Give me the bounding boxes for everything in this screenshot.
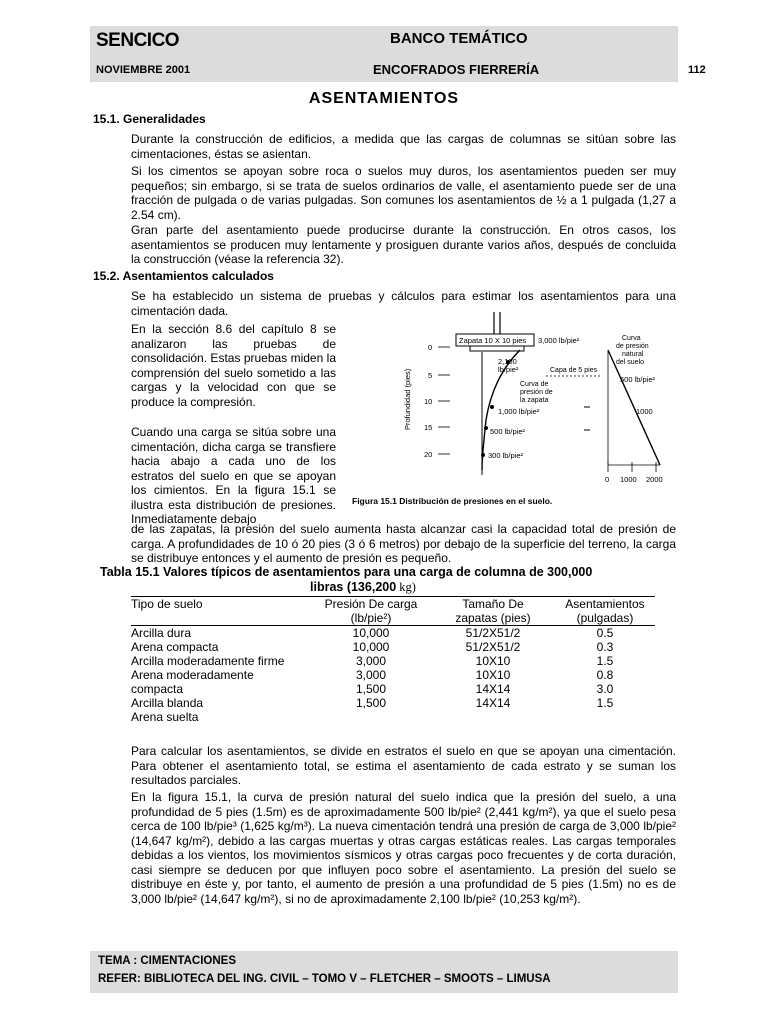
- y-tick: 0: [428, 343, 433, 352]
- paragraph: Para calcular los asentamientos, se divide en estratos el suelo en que se apoyan una cimentación. Para obtener el asentamiento total, se estima el asentamiento de cada estrato y se suman los resultados parciales.: [131, 744, 676, 787]
- y-tick: 5: [428, 371, 433, 380]
- page-header: [90, 26, 678, 82]
- footing-slab: [470, 346, 524, 351]
- table-header-row: [131, 597, 655, 626]
- footing-curve-label: presión de: [520, 389, 553, 396]
- load-label: 3,000 lb/pie²: [538, 336, 580, 345]
- natural-curve-label: de presión: [616, 343, 649, 350]
- header-title: BANCO TEMÁTICO: [390, 30, 528, 47]
- x-tick: 1000: [620, 475, 637, 484]
- table-row: Arcilla moderadamente firme 3,000 10X10 1.5: [131, 654, 614, 668]
- header-date: NOVIEMBRE 2001: [96, 64, 191, 76]
- label-2100: 2,100: [498, 357, 517, 366]
- header-soil-type: Tipo de suelo: [131, 597, 203, 611]
- x-tick: 0: [605, 475, 610, 484]
- header-load-pressure: Presión De carga (lb/pie²): [324, 597, 418, 625]
- label-2100-unit: lb/pie²: [498, 365, 519, 374]
- section-heading-asentamientos-calculados: 15.2. Asentamientos calculados: [93, 269, 274, 283]
- paragraph: Durante la construcción de edificios, a medida que las cargas de columnas se sitúan sobre las cimentaciones, éstas se asientan.: [131, 132, 676, 161]
- table-row: Arcilla dura 10,000 51/2X51/2 0.5: [131, 626, 614, 640]
- curve-point: [484, 426, 488, 430]
- figure-caption: Figura 15.1 Distribución de presiones en el suelo.: [352, 496, 553, 506]
- table-row: Arena suelta: [131, 710, 199, 724]
- curve-point: [490, 405, 494, 409]
- footer-reference: REFER: BIBLIOTECA DEL ING. CIVIL – TOMO V – FLETCHER – SMOOTS – LIMUSA: [98, 973, 551, 985]
- table-caption: [100, 565, 676, 595]
- header-settlement: Asentamientos (pulgadas): [565, 597, 645, 625]
- y-tick: 20: [424, 450, 433, 459]
- page-title: ASENTAMIENTOS: [308, 90, 460, 107]
- footing-label: Zapata 10 X 10 pies: [459, 336, 527, 345]
- table-row: Arcilla blanda 1,500 14X14 1.5: [131, 696, 614, 710]
- label-300: 300 lb/pie²: [488, 451, 524, 460]
- header-subtitle: ENCOFRADOS FIERRERÍA: [373, 62, 540, 77]
- natural-curve-label: Curva: [622, 335, 641, 342]
- footer-topic: TEMA : CIMENTACIONES: [98, 955, 236, 967]
- footing-curve-label: Curva de: [520, 381, 549, 388]
- paragraph: Gran parte del asentamiento puede producirse durante la construcción. En otros casos, los asentamientos se producen muy lentamente y prosiguen durante varios años, después de concluida la construcción (véase la referencia 32).: [131, 223, 676, 266]
- paragraph: En la figura 15.1, la curva de presión natural del suelo indica que la presión del suelo, a una profundidad de 5 pies (1.5m) es de aproximadamente 500 lb/pie² (2,441 kg/m²), ya que el suelo pesa cerca de 100 lb/pie³ (1,625 kg/m³). La nueva cimentación tendrá una presión de carga de 3,000 lb/pie² (14,647 kg/m²), debido a las cargas muertas y otras cargas estáticas reales. Las cargas temporales debidas a los vientos, los movimientos sísmicos y otras cargas poco frecuentes y de corta duración, casi siempre se deducen por que influyen poco sobre el asentamiento. La presión del suelo se distribuye en éste y, por tanto, el aumento de presión a una profundidad de 5 pies (1.5m) no es de 3,000 lb/pie² (14,647 kg/m²), si no de aproximadamente 2,100 lb/pie² (10,253 kg/m²).: [131, 790, 676, 906]
- natural-1000-label: 1000: [636, 407, 653, 416]
- natural-500-label: 500 lb/pie²: [620, 375, 656, 384]
- x-tick: 2000: [646, 475, 663, 484]
- section-heading-generalidades: 15.1. Generalidades: [93, 112, 206, 126]
- page-number: 112: [688, 64, 706, 76]
- curve-point: [481, 453, 485, 457]
- paragraph: En la sección 8.6 del capítulo 8 se analizaron las pruebas de consolidación. Estas pruebas miden la comprensión del suelo sometido a las cargas y la velocidad con que se produce la compresión.: [131, 322, 336, 409]
- paragraph: de las zapatas, la presión del suelo aumenta hasta alcanzar casi la capacidad total de presión de carga. A profundidades de 10 ó 20 pies (3 ó 6 metros) por debajo de la superficie del terreno, la carga se distribuye entonces y el aumento de presión es pequeño.: [131, 522, 676, 565]
- y-axis-label: Profundidad (pies): [403, 368, 412, 430]
- label-500: 500 lb/pie²: [490, 427, 526, 436]
- label-1000: 1,000 lb/pie²: [498, 407, 540, 416]
- natural-curve-label: del suelo: [616, 359, 645, 366]
- footing-curve-label: la zapata: [520, 397, 549, 404]
- table-row: compacta 1,500 14X14 3.0: [131, 682, 614, 696]
- settlement-table: [131, 597, 655, 724]
- y-tick: 10: [424, 397, 433, 406]
- brand-name: SENCICO: [96, 30, 180, 51]
- table-row: Arena moderadamente 3,000 10X10 0.8: [131, 668, 614, 682]
- table-caption-line2: libras (136,200: [310, 580, 397, 594]
- natural-curve-label: natural: [622, 351, 644, 358]
- layer-label: Capa de 5 pies: [550, 367, 598, 374]
- paragraph: Cuando una carga se sitúa sobre una cimentación, dicha carga se transfiere hacia abajo a cada uno de los estratos del suelo en que se apoyan los cimientos. En la figura 15.1 se ilustra esta distribución de presiones. Inmediatamente debajo: [131, 425, 336, 526]
- table-row: Arena compacta 10,000 51/2X51/2 0.3: [131, 640, 614, 654]
- table-caption-line1: Tabla 15.1 Valores típicos de asentamientos para una carga de columna de 300,000: [100, 565, 593, 579]
- pressure-distribution-figure: [350, 310, 678, 510]
- paragraph: Se ha establecido un sistema de pruebas y cálculos para estimar los asentamientos para una cimentación dada.: [131, 289, 676, 318]
- y-tick: 15: [424, 423, 433, 432]
- header-footing-size: Tamaño De zapatas (pies): [455, 597, 531, 625]
- paragraph: Si los cimentos se apoyan sobre roca o suelos muy duros, los asentamientos pueden ser muy pequeños; sin embargo, si se trata de suelos ordinarios de valle, el asentamiento puede ser de una fracción de pulgada o de varias pulgadas. Son comunes los asentamientos de ½ a 1 pulgada (1,27 a 2.54 cm).: [131, 164, 676, 222]
- page-footer: [90, 951, 678, 993]
- table-caption-unit: kg): [396, 580, 416, 594]
